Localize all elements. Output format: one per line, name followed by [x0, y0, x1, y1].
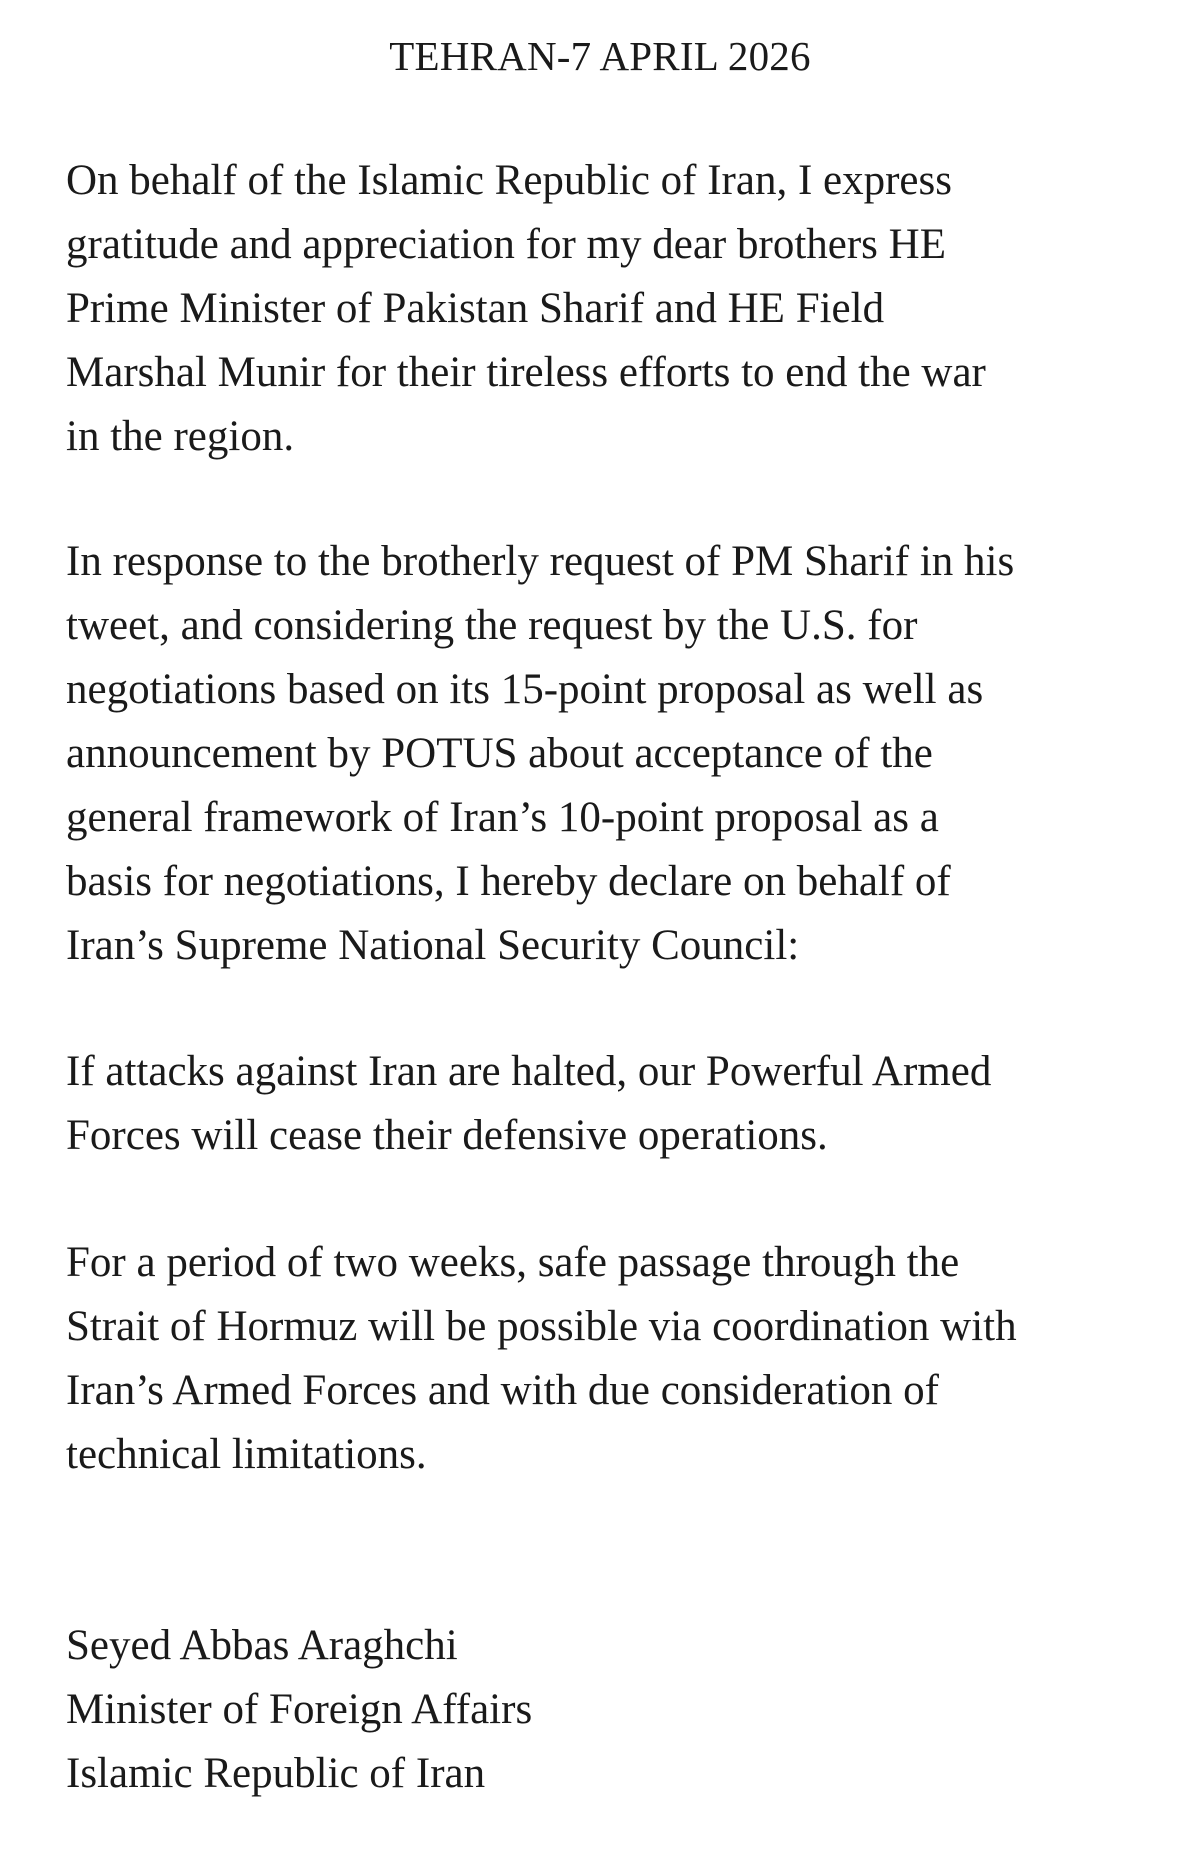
paragraph-line: If attacks against Iran are halted, our Powerful Armed — [66, 1048, 992, 1095]
paragraph-line: On behalf of the Islamic Republic of Iran, I express — [66, 157, 952, 204]
paragraph-line: Forces will cease their defensive operations. — [66, 1112, 828, 1159]
paragraph-line: gratitude and appreciation for my dear brothers HE — [66, 221, 946, 268]
paragraph-line: Iran’s Supreme National Security Council: — [66, 922, 800, 969]
paragraph-declaration — [66, 530, 1166, 978]
signatory-name: Seyed Abbas Araghchi — [66, 1622, 458, 1669]
dateline: TEHRAN-7 APRIL 2026 — [389, 33, 811, 79]
paragraph-line: Prime Minister of Pakistan Sharif and HE Field — [66, 285, 885, 332]
paragraph-line: tweet, and considering the request by the U.S. for — [66, 602, 918, 649]
paragraph-gratitude — [66, 149, 1166, 469]
paragraph-ceasefire — [66, 1040, 1166, 1168]
signature-block — [66, 1614, 532, 1806]
paragraph-line: negotiations based on its 15-point proposal as well as — [66, 666, 984, 713]
paragraph-line: Strait of Hormuz will be possible via coordination with — [66, 1303, 1017, 1350]
paragraph-line: general framework of Iran’s 10-point proposal as a — [66, 794, 939, 841]
paragraph-line: In response to the brotherly request of PM Sharif in his — [66, 538, 1015, 585]
paragraph-line: announcement by POTUS about acceptance of the — [66, 730, 933, 777]
signatory-organization: Islamic Republic of Iran — [66, 1750, 486, 1797]
paragraph-line: Marshal Munir for their tireless efforts to end the war — [66, 349, 986, 396]
paragraph-line: For a period of two weeks, safe passage through the — [66, 1239, 960, 1286]
paragraph-line: in the region. — [66, 413, 295, 460]
paragraph-strait-passage — [66, 1231, 1166, 1487]
paragraph-line: Iran’s Armed Forces and with due consideration of — [66, 1367, 939, 1414]
paragraph-line: technical limitations. — [66, 1431, 427, 1478]
signatory-title: Minister of Foreign Affairs — [66, 1686, 533, 1733]
paragraph-line: basis for negotiations, I hereby declare on behalf of — [66, 858, 951, 905]
